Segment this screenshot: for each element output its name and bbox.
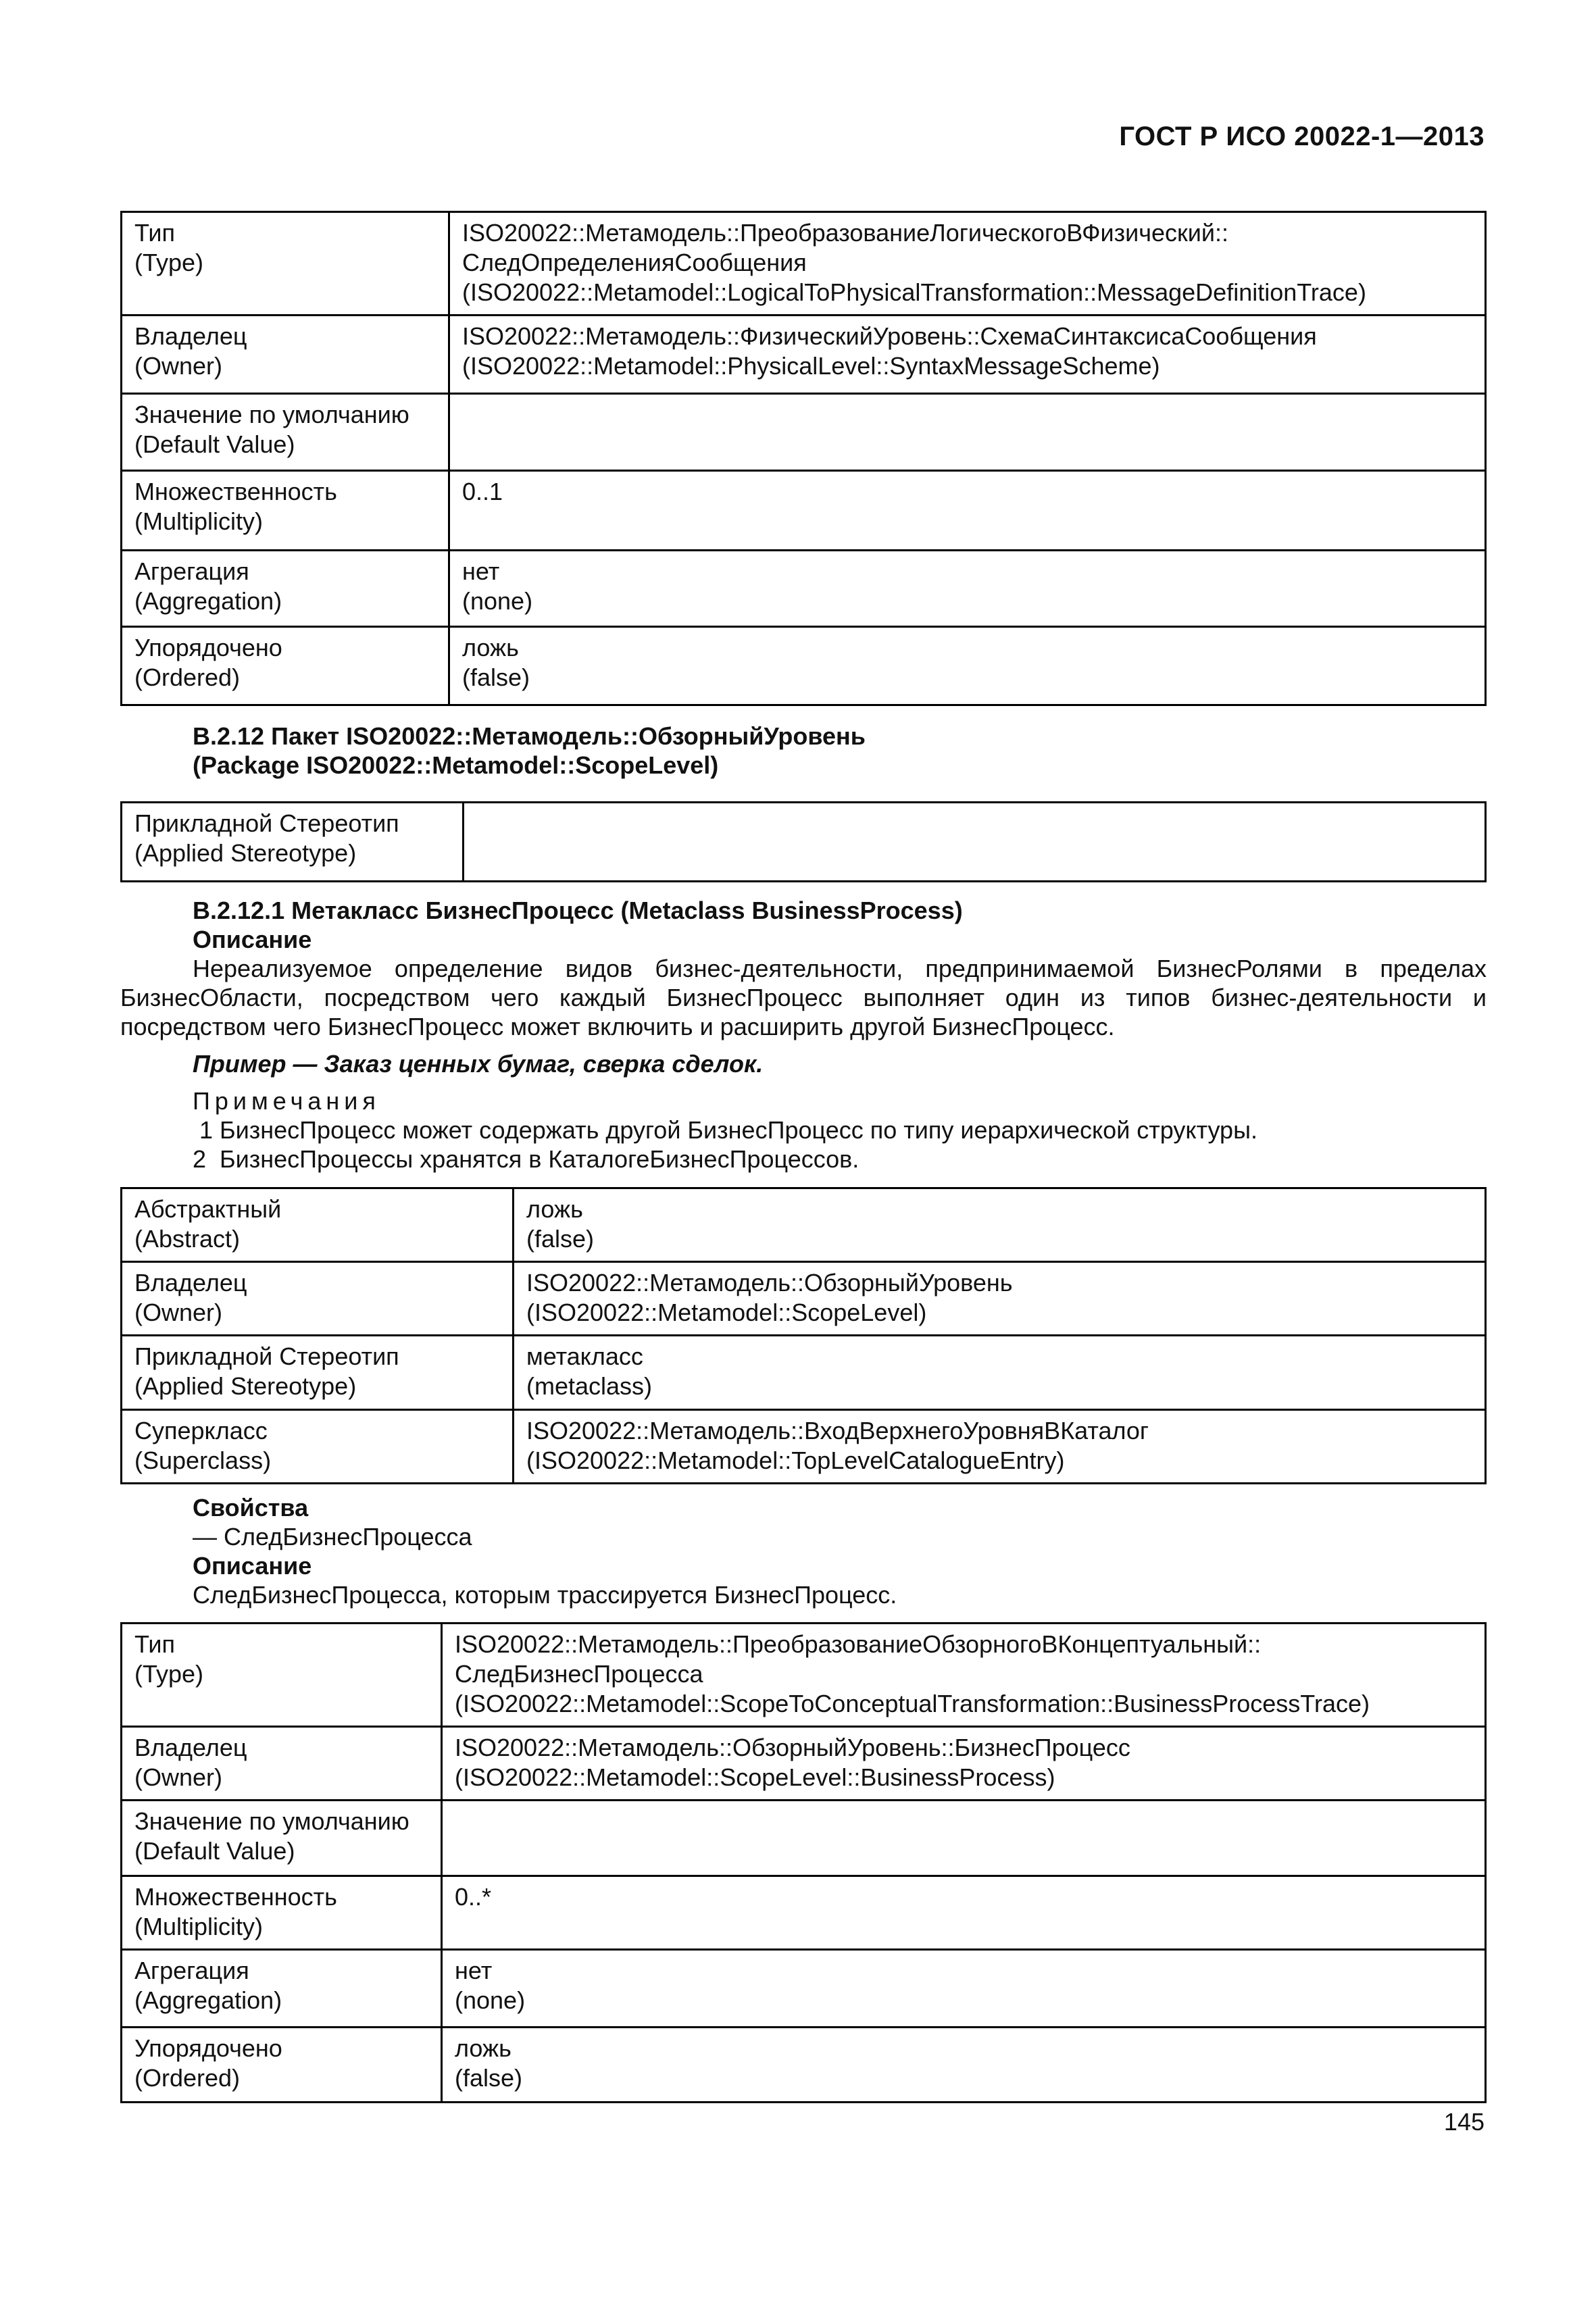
label-ru: Агрегация bbox=[134, 557, 249, 585]
value-line: ложь bbox=[526, 1195, 583, 1223]
table-row bbox=[122, 1188, 1486, 1262]
value-line: (ISO20022::Metamodel::ScopeLevel) bbox=[526, 1299, 927, 1326]
label-en: (Type) bbox=[134, 249, 204, 276]
label-ru: Агрегация bbox=[134, 1957, 249, 1984]
value-line: ISO20022::Метамодель::ПреобразованиеОбзорногоВКонцептуальный:: bbox=[455, 1630, 1262, 1658]
label-en: (Default Value) bbox=[134, 1837, 295, 1865]
row-label bbox=[122, 1950, 442, 2028]
row-value bbox=[442, 1727, 1486, 1801]
properties-description-label: Описание bbox=[193, 1552, 312, 1580]
label-ru: Прикладной Стереотип bbox=[134, 1342, 399, 1370]
label-ru: Множественность bbox=[134, 1883, 337, 1911]
row-value bbox=[449, 212, 1486, 316]
label-ru: Значение по умолчанию bbox=[134, 1807, 409, 1835]
row-label bbox=[122, 394, 449, 471]
label-en: (Applied Stereotype) bbox=[134, 1372, 357, 1400]
label-ru: Абстрактный bbox=[134, 1195, 282, 1223]
section-b212-heading-line1: B.2.12 Пакет ISO20022::Метамодель::ОбзорныйУровень bbox=[193, 722, 866, 750]
description-text: Нереализуемое определение видов бизнес-деятельности, предпринимаемой БизнесРолями в пределах БизнесОбласти, посредством чего каждый БизнесПроцесс выполняет один из типов бизнес-деятельности и посредством чего БизнесПроцесс может включить и расширить другой БизнесПроцесс. bbox=[120, 955, 1487, 1040]
table-row bbox=[122, 1876, 1486, 1950]
table-row bbox=[122, 1624, 1486, 1727]
row-label bbox=[122, 212, 449, 316]
label-en: (Owner) bbox=[134, 1299, 223, 1326]
table-row bbox=[122, 394, 1486, 471]
value-line: ложь bbox=[455, 2034, 512, 2062]
table-row bbox=[122, 803, 1486, 882]
properties-label: Свойства bbox=[193, 1494, 309, 1521]
row-value bbox=[442, 1801, 1486, 1876]
row-label bbox=[122, 2028, 442, 2103]
table-row bbox=[122, 627, 1486, 705]
row-value bbox=[449, 627, 1486, 705]
label-en: (Aggregation) bbox=[134, 1986, 282, 2014]
row-value bbox=[464, 803, 1486, 882]
table-row bbox=[122, 1336, 1486, 1410]
value-line: (false) bbox=[462, 663, 530, 691]
table-row bbox=[122, 1262, 1486, 1336]
table-row bbox=[122, 471, 1486, 551]
properties-table-1 bbox=[120, 211, 1487, 706]
label-ru: Упорядочено bbox=[134, 2034, 282, 2062]
label-ru: Владелец bbox=[134, 322, 247, 350]
value-line: нет bbox=[462, 557, 500, 585]
label-ru: Тип bbox=[134, 219, 176, 247]
value-line: (false) bbox=[526, 1225, 595, 1253]
table-row bbox=[122, 1727, 1486, 1801]
table-row bbox=[122, 316, 1486, 394]
row-value bbox=[442, 1876, 1486, 1950]
label-ru: Прикладной Стереотип bbox=[134, 809, 399, 837]
section-b212-heading-line2: (Package ISO20022::Metamodel::ScopeLevel) bbox=[193, 751, 719, 779]
label-en: (Superclass) bbox=[134, 1447, 272, 1474]
value-line: (false) bbox=[455, 2064, 523, 2092]
value-line: нет bbox=[455, 1957, 493, 1984]
row-label bbox=[122, 1876, 442, 1950]
table-row bbox=[122, 1950, 1486, 2028]
row-value bbox=[449, 471, 1486, 551]
properties-table-2 bbox=[120, 1622, 1487, 2103]
example-text: Пример — Заказ ценных бумаг, сверка сделок. bbox=[193, 1050, 764, 1078]
label-en: (Applied Stereotype) bbox=[134, 839, 357, 867]
row-value bbox=[514, 1188, 1486, 1262]
row-label bbox=[122, 1624, 442, 1727]
row-label bbox=[122, 1188, 514, 1262]
label-en: (Owner) bbox=[134, 1763, 223, 1791]
row-value bbox=[442, 2028, 1486, 2103]
label-en: (Ordered) bbox=[134, 2064, 241, 2092]
value-line: (metaclass) bbox=[526, 1372, 653, 1400]
row-value bbox=[514, 1262, 1486, 1336]
value-line: (ISO20022::Metamodel::ScopeLevel::BusinessProcess) bbox=[455, 1763, 1055, 1791]
document-code-header: ГОСТ Р ИСО 20022-1—2013 bbox=[1119, 122, 1485, 151]
label-ru: Владелец bbox=[134, 1734, 247, 1761]
label-ru: Упорядочено bbox=[134, 634, 282, 661]
value-line: ISO20022::Метамодель::ОбзорныйУровень bbox=[526, 1269, 1013, 1297]
table-row bbox=[122, 212, 1486, 316]
row-value bbox=[442, 1624, 1486, 1727]
row-label bbox=[122, 803, 464, 882]
value-line: (ISO20022::Metamodel::PhysicalLevel::SyntaxMessageScheme) bbox=[462, 352, 1160, 380]
section-b2121 bbox=[120, 896, 1487, 1174]
value-line: (ISO20022::Metamodel::ScopeToConceptualTransformation::BusinessProcessTrace) bbox=[455, 1690, 1370, 1717]
property-item: — СледБизнесПроцесса bbox=[193, 1523, 472, 1551]
row-value bbox=[514, 1336, 1486, 1410]
row-label bbox=[122, 1336, 514, 1410]
row-label bbox=[122, 1262, 514, 1336]
stereotype-table bbox=[120, 801, 1487, 882]
table-row bbox=[122, 2028, 1486, 2103]
row-value bbox=[442, 1950, 1486, 2028]
row-label bbox=[122, 1727, 442, 1801]
section-b212-heading bbox=[120, 722, 1559, 780]
row-label bbox=[122, 1801, 442, 1876]
value-line: 0..* bbox=[455, 1883, 492, 1911]
row-value bbox=[449, 551, 1486, 627]
value-line: СледОпределенияСообщения bbox=[462, 249, 807, 276]
label-ru: Суперкласс bbox=[134, 1417, 268, 1444]
row-value bbox=[514, 1410, 1486, 1484]
label-en: (Aggregation) bbox=[134, 587, 282, 615]
value-line: ISO20022::Метамодель::ОбзорныйУровень::БизнесПроцесс bbox=[455, 1734, 1130, 1761]
label-en: (Multiplicity) bbox=[134, 507, 264, 535]
table-row bbox=[122, 551, 1486, 627]
description-label: Описание bbox=[193, 926, 312, 953]
value-line: ложь bbox=[462, 634, 519, 661]
label-en: (Ordered) bbox=[134, 663, 241, 691]
value-line: (ISO20022::Metamodel::LogicalToPhysicalTransformation::MessageDefinitionTrace) bbox=[462, 278, 1366, 306]
notes-label: Примечания bbox=[193, 1087, 380, 1115]
label-ru: Тип bbox=[134, 1630, 176, 1658]
note-2: 2 БизнесПроцессы хранятся в КаталогеБизнесПроцессов. bbox=[193, 1145, 859, 1173]
properties-description-text: СледБизнесПроцесса, которым трассируется БизнесПроцесс. bbox=[193, 1581, 897, 1609]
label-en: (Multiplicity) bbox=[134, 1913, 264, 1940]
row-value bbox=[449, 394, 1486, 471]
value-line: метакласс bbox=[526, 1342, 643, 1370]
label-en: (Default Value) bbox=[134, 430, 295, 458]
value-line: 0..1 bbox=[462, 478, 503, 505]
table-row bbox=[122, 1410, 1486, 1484]
label-ru: Множественность bbox=[134, 478, 337, 505]
row-label bbox=[122, 551, 449, 627]
value-line: (none) bbox=[455, 1986, 526, 2014]
properties-block bbox=[120, 1493, 1559, 1609]
metaclass-table bbox=[120, 1187, 1487, 1484]
label-en: (Type) bbox=[134, 1660, 204, 1688]
value-line: ISO20022::Метамодель::ПреобразованиеЛогическогоВФизический:: bbox=[462, 219, 1228, 247]
section-b2121-heading: B.2.12.1 Метакласс БизнесПроцесс (Metaclass BusinessProcess) bbox=[193, 897, 963, 924]
value-line: (ISO20022::Metamodel::TopLevelCatalogueEntry) bbox=[526, 1447, 1065, 1474]
label-ru: Значение по умолчанию bbox=[134, 401, 409, 428]
table-row bbox=[122, 1801, 1486, 1876]
label-en: (Abstract) bbox=[134, 1225, 241, 1253]
row-label bbox=[122, 316, 449, 394]
value-line: ISO20022::Метамодель::ВходВерхнегоУровняВКаталог bbox=[526, 1417, 1149, 1444]
row-label bbox=[122, 1410, 514, 1484]
row-label bbox=[122, 471, 449, 551]
value-line: СледБизнесПроцесса bbox=[455, 1660, 703, 1688]
value-line: (none) bbox=[462, 587, 533, 615]
note-1: 1 БизнесПроцесс может содержать другой БизнесПроцесс по типу иерархической структуры. bbox=[193, 1116, 1257, 1144]
row-label bbox=[122, 627, 449, 705]
row-value bbox=[449, 316, 1486, 394]
label-en: (Owner) bbox=[134, 352, 223, 380]
page-number: 145 bbox=[1443, 2108, 1485, 2136]
value-line: ISO20022::Метамодель::ФизическийУровень::СхемаСинтаксисаСообщения bbox=[462, 322, 1317, 350]
label-ru: Владелец bbox=[134, 1269, 247, 1297]
